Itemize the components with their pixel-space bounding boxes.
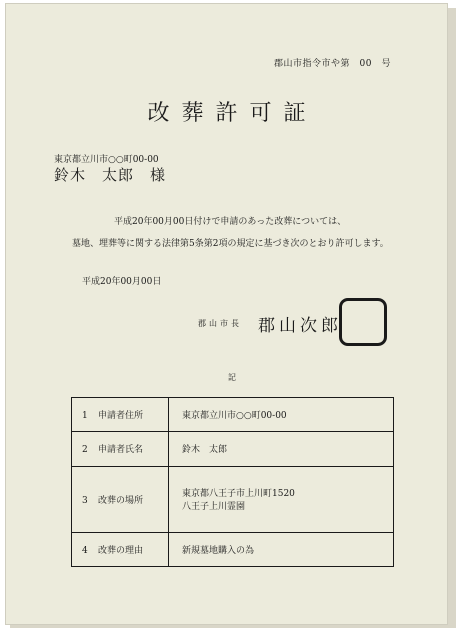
row-label	[72, 466, 169, 532]
row-value-line: 新規墓地購入の為	[182, 545, 255, 556]
issue-date: 平成20年00月00日	[82, 277, 162, 287]
table-row	[72, 398, 394, 432]
row-value-line: 東京都立川市○○町00-00	[182, 411, 287, 422]
row-value	[169, 532, 394, 566]
row-label-text: 改葬の理由	[98, 545, 144, 556]
details-table	[71, 397, 394, 567]
row-label-text: 申請者住所	[98, 411, 144, 422]
row-label	[72, 398, 169, 432]
row-value-line: 東京都八王子市上川町1520	[182, 489, 295, 500]
issuer-title: 郡山市長	[198, 319, 242, 328]
official-seal	[339, 298, 387, 346]
body-line-2: 墓地、埋葬等に関する法律第5条第2項の規定に基づき次のとおり許可します。	[72, 239, 389, 249]
body-line-1: 平成20年00月00日付けで申請のあった改葬については、	[114, 217, 347, 227]
row-label-text: 改葬の場所	[98, 495, 144, 506]
row-value-line: 八王子上川霊園	[182, 502, 246, 513]
document-title: 改葬許可証	[147, 101, 318, 126]
table-row	[72, 466, 394, 532]
row-number: 1	[82, 411, 88, 422]
row-label	[72, 432, 169, 466]
table-row	[72, 532, 394, 566]
row-label-text: 申請者氏名	[98, 445, 144, 456]
recipient-address: 東京都立川市○○町00-00	[54, 155, 159, 165]
row-number: 4	[82, 545, 88, 556]
issuer-name: 郡山次郎	[258, 316, 342, 336]
row-value	[169, 398, 394, 432]
row-number: 3	[82, 495, 88, 506]
row-value	[169, 466, 394, 532]
row-number: 2	[82, 445, 88, 456]
recipient-name: 鈴木 太郎 様	[54, 166, 167, 184]
section-marker: 記	[228, 373, 236, 382]
permit-document	[5, 3, 448, 625]
row-value-line: 鈴木 太郎	[182, 445, 228, 456]
document-number: 郡山市指令市や第 00 号	[274, 59, 391, 69]
row-label	[72, 532, 169, 566]
row-value	[169, 432, 394, 466]
table-row	[72, 432, 394, 466]
